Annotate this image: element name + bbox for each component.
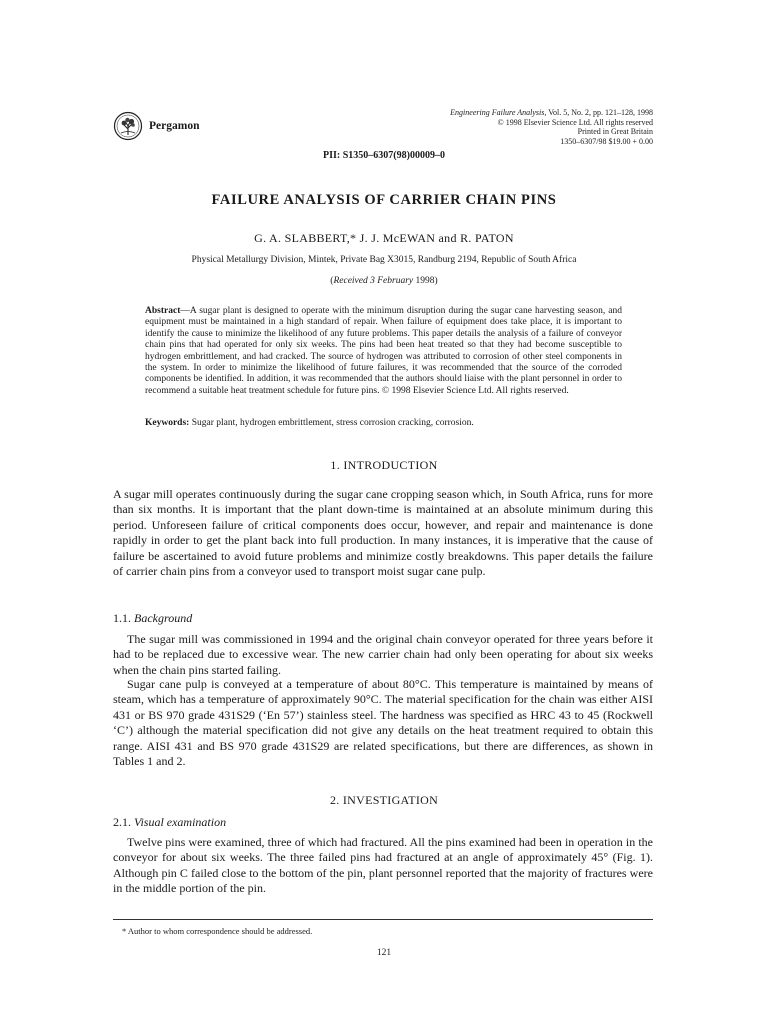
abstract-label: Abstract xyxy=(145,306,181,316)
keywords-text: Sugar plant, hydrogen embrittlement, stress corrosion cracking, corrosion. xyxy=(189,418,474,428)
copyright-line: © 1998 Elsevier Science Ltd. All rights reserved xyxy=(497,117,653,127)
received-open: ( xyxy=(330,276,334,286)
journal-name: Engineering Failure Analysis xyxy=(450,108,545,117)
printed-line: Printed in Great Britain xyxy=(577,127,653,136)
received-label: Received xyxy=(333,276,368,286)
subsection-title: Visual examination xyxy=(134,815,227,829)
publisher-logo xyxy=(113,111,199,141)
received-close: 1998) xyxy=(413,276,438,286)
abstract xyxy=(145,306,622,397)
abstract-text: —A sugar plant is designed to operate with the minimum disruption during the sugar cane harvesting season, and equipment must be maintained in a high standard of repair. When failure of equipment does take place, it is important to identify the cause to minimize the likelihood of any future problems. This paper details the analysis of a failure of conveyor chain pins that had operated for only six weeks. The pins had been heat treated so that they had become susceptible to hydrogen embrittlement, and had cracked. The source of hydrogen was attributed to corrosion of other steel components in the system. In order to minimize the likelihood of future failures, it was recommended that the source of the corroded components be identified. In addition, it was recommended that the authors should liaise with the plant personnel in order to recommend a suitable heat treatment schedule for future pins. © 1998 Elsevier Science Ltd. All rights reserved. xyxy=(145,306,622,396)
paper-title: FAILURE ANALYSIS OF CARRIER CHAIN PINS xyxy=(211,192,557,208)
pergamon-tree-icon xyxy=(113,111,143,141)
received-day: 3 February xyxy=(367,276,414,286)
section-heading-investigation: 2. INVESTIGATION xyxy=(329,793,439,807)
publisher-name: Pergamon xyxy=(149,120,200,132)
keywords xyxy=(145,418,622,428)
visual-paragraph-1: Twelve pins were examined, three of which had fractured. All the pins examined had been in operation in the conveyor for about six weeks. The three failed pins had fractured at an angle of approximately 45° (Fig. 1). Although pin C failed close to the bottom of the pin, plant personnel reported that the majority of fractures were in the middle portion of the pin. xyxy=(113,835,653,896)
background-paragraph-1: The sugar mill was commissioned in 1994 and the original chain conveyor operated for three years before it had to be replaced due to excessive wear. The new carrier chain had only been operating for about six weeks when the chain pins started failing. xyxy=(113,632,653,677)
author-footnote: * Author to whom correspondence should be addressed. xyxy=(122,926,313,936)
journal-info xyxy=(450,108,653,146)
author-list: G. A. SLABBERT,* J. J. McEWAN and R. PATON xyxy=(254,231,514,245)
subsection-number: 2.1. xyxy=(113,815,134,829)
background-paragraph-2: Sugar cane pulp is conveyed at a temperature of about 80°C. This temperature is maintained by means of steam, which has a temperature of approximately 90°C. The material specification for the chain was either AISI 431 or BS 970 grade 431S29 (‘En 57’) stainless steel. The hardness was specified as HRC 43 to 45 (Rockwell ‘C’) although the material specification did not give any details on the heat treatment required to obtain this range. AISI 431 and BS 970 grade 431S29 are related specifications, but there are differences, as shown in Tables 1 and 2. xyxy=(113,677,653,769)
issn-line: 1350–6307/98 $19.00 + 0.00 xyxy=(560,136,653,146)
received-date xyxy=(0,276,768,286)
journal-citation xyxy=(450,108,653,118)
subsection-heading-background xyxy=(113,611,192,626)
keywords-label: Keywords: xyxy=(145,418,190,428)
subsection-number: 1.1. xyxy=(113,611,134,625)
subsection-title: Background xyxy=(134,611,193,625)
footnote-divider xyxy=(113,919,653,920)
journal-volume: , Vol. 5, No. 2, pp. 121–128, 1998 xyxy=(544,108,653,117)
section-heading-introduction: 1. INTRODUCTION xyxy=(330,458,438,472)
intro-paragraph: A sugar mill operates continuously during the sugar cane cropping season which, in South Africa, runs for more than six months. It is important that the plant down-time is maintained at an absolute minimum during this period. Unforeseen failure of critical components does occur, however, and repair and maintenance is done rapidly in order to get the plant back into full production. In many instances, it is imperative that the cause of failure be ascertained to avoid future problems and minimize costly breakdowns. This paper details the failure of carrier chain pins from a conveyor used to transport moist sugar cane pulp. xyxy=(113,487,653,579)
pii-identifier: PII: S1350–6307(98)00009–0 xyxy=(323,150,445,161)
page-number: 121 xyxy=(376,948,392,958)
subsection-heading-visual xyxy=(113,815,226,830)
affiliation: Physical Metallurgy Division, Mintek, Private Bag X3015, Randburg 2194, Republic of South Africa xyxy=(191,255,577,265)
